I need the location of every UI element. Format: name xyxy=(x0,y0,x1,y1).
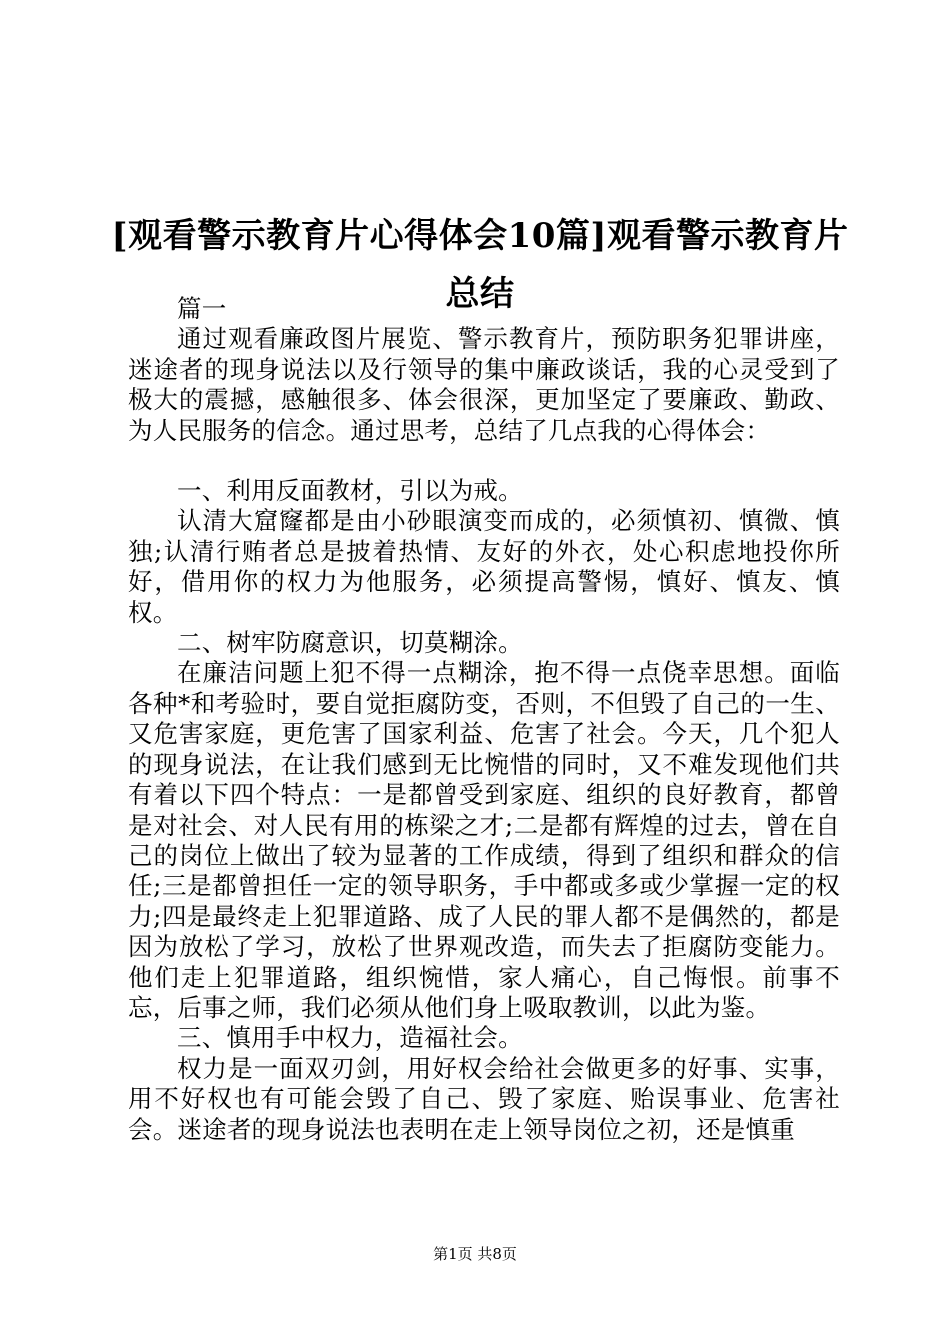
heading-one: 一、利用反面教材，引以为戒。 xyxy=(177,476,523,506)
document-title: [观看警示教育片心得体会10篇]观看警示教育片总结 xyxy=(111,215,849,314)
paragraph-one: 认清大窟窿都是由小砂眼演变而成的，必须慎初、慎微、慎独;认清行贿者总是披着热情、友好的外衣，处心积虑地投你所好，借用你的权力为他服务，必须提高警惕，慎好、慎友、慎权。 xyxy=(128,506,840,627)
page-number-footer: 第1页 共8页 xyxy=(433,1245,517,1263)
document-body xyxy=(128,294,840,1145)
intro-paragraph: 通过观看廉政图片展览、警示教育片，预防职务犯罪讲座，迷途者的现身说法以及行领导的集中廉政谈话，我的心灵受到了极大的震撼，感触很多、体会很深，更加坚定了要廉政、勤政、为人民服务的信念。通过思考，总结了几点我的心得体会： xyxy=(128,324,840,445)
paragraph-two: 在廉洁问题上犯不得一点糊涂，抱不得一点侥幸思想。面临各种*和考验时，要自觉拒腐防变，否则，不但毁了自己的一生、又危害家庭，更危害了国家利益、危害了社会。今天，几个犯人的现身说法，在让我们感到无比惋惜的同时，又不难发现他们共有着以下四个特点：一是都曾受到家庭、组织的良好教育，都曾是对社会、对人民有用的栋梁之才;二是都有辉煌的过去，曾在自己的岗位上做出了较为显著的工作成绩，得到了组织和群众的信任;三是都曾担任一定的领导职务，手中都或多或少掌握一定的权力;四是最终走上犯罪道路、成了人民的罪人都不是偶然的，都是因为放松了学习，放松了世界观改造，而失去了拒腐防变能力。他们走上犯罪道路，组织惋惜，家人痛心，自己悔恨。前事不忘，后事之师，我们必须从他们身上吸取教训，以此为鉴。 xyxy=(128,658,840,1022)
heading-two: 二、树牢防腐意识，切莫糊涂。 xyxy=(177,628,523,658)
paragraph-three: 权力是一面双刃剑，用好权会给社会做更多的好事、实事，用不好权也有可能会毁了自己、毁了家庭、贻误事业、危害社会。迷途者的现身说法也表明在走上领导岗位之初，还是慎重 xyxy=(128,1053,840,1144)
heading-three: 三、慎用手中权力，造福社会。 xyxy=(177,1023,523,1053)
section-label: 篇一 xyxy=(177,294,227,323)
